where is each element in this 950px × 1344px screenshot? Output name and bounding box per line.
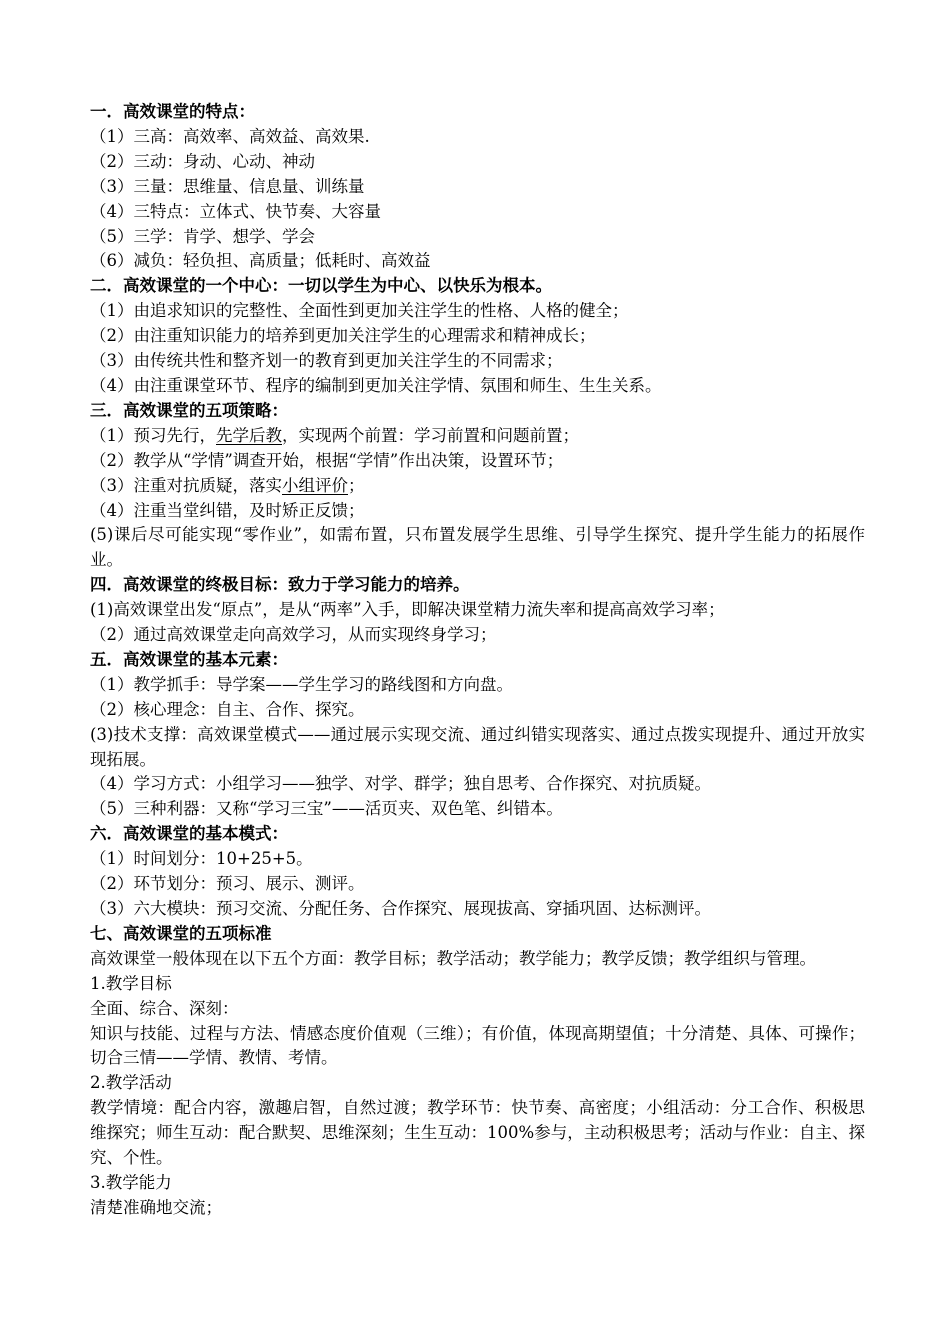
section-1-item: （1）三高：高效率、高效益、高效果. — [90, 126, 370, 146]
section-7-intro: 高效课堂一般体现在以下五个方面：教学目标；教学活动；教学能力；教学反馈；教学组织与管理。 — [90, 948, 816, 968]
section-6-item: （2）环节划分：预习、展示、测评。 — [90, 874, 365, 894]
section-6-item: （1）时间划分：10+25+5。 — [90, 849, 313, 869]
section-3-item-4: （4）注重当堂纠错，及时矫正反馈； — [90, 500, 365, 520]
section-5-item-1: （1）教学抓手：导学案——学生学习的路线图和方向盘。 — [90, 674, 513, 694]
section-3-item-5: (5)课后尽可能实现“零作业”，如需布置，只布置发展学生思维、引导学生探究、提升学生能力的拓展作业。 — [90, 525, 865, 570]
section-1-item: （6）减负：轻负担、高质量；低耗时、高效益 — [90, 251, 431, 271]
subsection-1-text: 知识与技能、过程与方法、情感态度价值观（三维）；有价值，体现高期望值；十分清楚、具体、可操作；切合三情——学情、教情、考情。 — [90, 1023, 865, 1068]
section-1-heading: 一．高效课堂的特点： — [90, 102, 255, 121]
section-2-item: （3）由传统共性和整齐划一的教育到更加关注学生的不同需求； — [90, 351, 563, 371]
section-2-item: （2）由注重知识能力的培养到更加关注学生的心理需求和精神成长； — [90, 326, 596, 346]
section-5-item-2: （2）核心理念：自主、合作、探究。 — [90, 699, 365, 719]
section-1-item: （3）三量：思维量、信息量、训练量 — [90, 176, 365, 196]
section-3-item-1 — [90, 424, 865, 449]
subsection-1-title: 1.教学目标 — [90, 973, 172, 993]
section-3-item-3 — [90, 474, 865, 499]
section-5-heading: 五．高效课堂的基本元素： — [90, 649, 288, 669]
subsection-3-title: 3.教学能力 — [90, 1172, 172, 1192]
section-1-item: （5）三学：肯学、想学、学会 — [90, 226, 315, 246]
section-2-heading: 二．高效课堂的一个中心：一切以学生为中心、以快乐为根本。 — [90, 276, 552, 296]
underlined-term: 先学后教 — [216, 425, 282, 445]
section-1-item: （2）三动：身动、心动、神动 — [90, 151, 315, 171]
section-1-item: （4）三特点：立体式、快节奏、大容量 — [90, 201, 381, 221]
text-segment: （1）预习先行， — [90, 425, 216, 445]
section-2-item: （4）由注重课堂环节、程序的编制到更加关注学情、氛围和师生、生生关系。 — [90, 375, 662, 395]
section-4-item: (1)高效课堂出发“原点”，是从“两率”入手，即解决课堂精力流失率和提高高效学习率； — [90, 600, 725, 620]
section-4-heading: 四．高效课堂的终极目标：致力于学习能力的培养。 — [90, 575, 470, 595]
section-6-item: （3）六大模块：预习交流、分配任务、合作探究、展现拔高、穿插巩固、达标测评。 — [90, 899, 711, 918]
text-segment: ，实现两个前置：学习前置和问题前置； — [282, 425, 579, 445]
subsection-1-text: 全面、综合、深刻： — [90, 998, 239, 1018]
subsection-3-text: 清楚准确地交流； — [90, 1197, 222, 1217]
section-4-item: （2）通过高效课堂走向高效学习，从而实现终身学习； — [90, 625, 497, 645]
section-5-item-4: （4）学习方式：小组学习——独学、对学、群学；独自思考、合作探究、对抗质疑。 — [90, 774, 711, 794]
section-5-item-3: (3)技术支撑：高效课堂模式——通过展示实现交流、通过纠错实现落实、通过点拨实现提升、通过开放实现拓展。 — [90, 724, 865, 769]
subsection-2-text: 教学情境：配合内容，激趣启智，自然过渡；教学环节：快节奏、高密度；小组活动：分工合作、积极思维探究；师生互动：配合默契、思维深刻；生生互动：100%参与，主动积极思考；活动与作业：自主、探究、个性。 — [90, 1098, 865, 1168]
section-3-item-2: （2）教学从“学情”调查开始，根据“学情”作出决策，设置环节； — [90, 450, 564, 470]
section-7-heading: 七、高效课堂的五项标准 — [90, 923, 272, 943]
subsection-2-title: 2.教学活动 — [90, 1073, 172, 1093]
section-2-item: （1）由追求知识的完整性、全面性到更加关注学生的性格、人格的健全； — [90, 301, 629, 321]
text-segment: （3）注重对抗质疑，落实 — [90, 475, 282, 495]
text-segment: ； — [348, 475, 365, 495]
document-page — [90, 100, 865, 1221]
section-5-item-5: （5）三种利器：又称“学习三宝”——活页夹、双色笔、纠错本。 — [90, 799, 563, 819]
section-6-heading: 六．高效课堂的基本模式： — [90, 824, 288, 844]
underlined-term: 小组评价 — [282, 475, 348, 495]
section-3-heading: 三．高效课堂的五项策略： — [90, 400, 288, 420]
